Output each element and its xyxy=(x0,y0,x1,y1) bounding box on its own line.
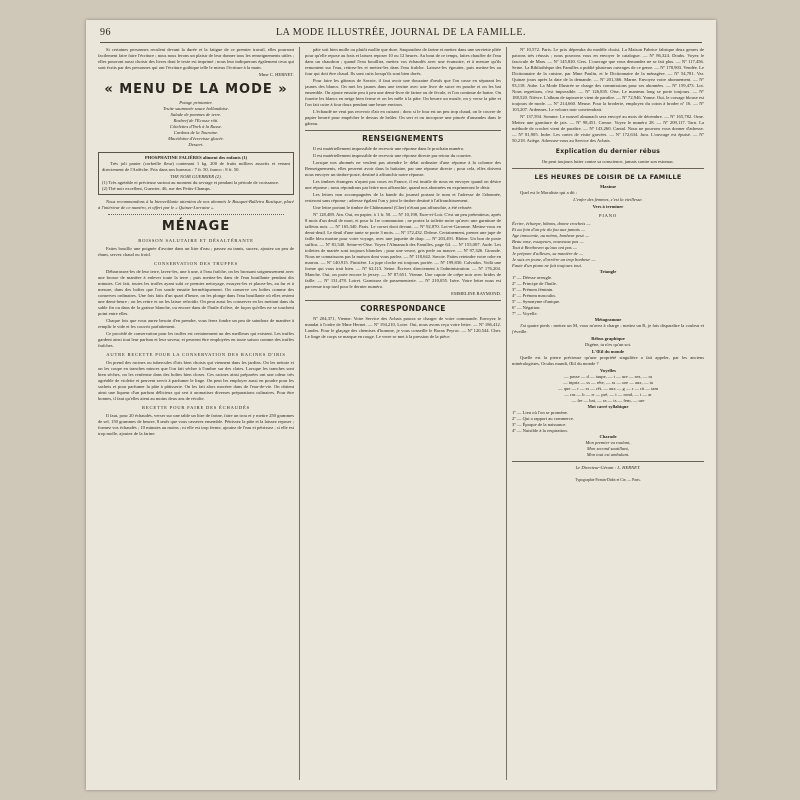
menu-item: Salade de pommes de terre. xyxy=(170,112,222,117)
mot-carre-item: 2º — Qui a rapport au commerce. xyxy=(512,416,575,421)
typography-credit: Typographie Firmin-Didot et Cie, — Paris. xyxy=(575,478,641,482)
correspondance-title: CORRESPONDANCE xyxy=(360,304,446,313)
menu-item: Rosbeef de l'Ecosse rôti. xyxy=(173,118,219,123)
page-number: 96 xyxy=(100,27,111,38)
renseignements-p5: Les lettres non accompagnées de la bande du journal portant le nom et l'adresse de l'abonnée, resteront sans réponse ; adresse égalant l'un y joint le timbre destiné à l'affranchissement. xyxy=(305,192,501,203)
renseignements-p4: Les timbres étrangers n'ayant pas cours en France, il est inutile de nous en envoyer quand on désire une réponse ; nous répondrons par lettre non affranchie, quand nos abonnées en exprimeront le désir. xyxy=(305,179,501,190)
mot-carre-list xyxy=(512,410,704,434)
vers-line: Je prépare d'ailleurs, sa manière de — xyxy=(512,251,584,256)
triangle-item: 3º — Prénom féminin. xyxy=(512,287,554,292)
col2-text-2: Pour faire les gâteaux de Savoie, il faut avoir une douzaine d'œufs que l'on casse en séparant les jaunes des blancs. On met les jaunes dans une terrine avec une livre de sucre en poudre et on les bat ensemble. On ajoute ensuite peu à peu une demi-livre de farine ou de fécule, et l'on continue de battre. On fouette les blancs en neige bien ferme et on les mêle à la pâte. On beurre un moule, on y verse la pâte et l'on fait cuire à four doux pendant une heure environ. xyxy=(305,78,501,107)
column-1 xyxy=(98,47,294,784)
separator xyxy=(305,130,501,131)
vers-heading: Vers à terminer xyxy=(592,204,624,209)
triangle-list xyxy=(512,275,704,317)
triangle-item: 2º — Principe de l'huile. xyxy=(512,281,557,286)
menu-item: Cardons de la Touraine. xyxy=(173,130,219,135)
voyelles-line: — passe — d — taupe, — t — ure — sez, — ra xyxy=(563,374,653,379)
menu-item: Potage printanier. xyxy=(179,100,213,105)
column-rule xyxy=(506,47,507,780)
truffes-heading: CONSERVATION DES TRUFFES xyxy=(153,261,238,266)
mot-carre-item: 1º — Lieu où l'on se promène. xyxy=(512,410,568,415)
col2-text-1: pâte soit bien molle ou plutôt mollie que dure. Saupoudrez de farine et mettez dans une serviette pliée pour qu'elle repose au frais et laissez reposer 10 ou 12 heures. Au bout de ce temps, faites chauffer de l'eau dans un chaudron ; quand l'eau bouillira, mettez vos échaudés avec une écumoire, et à mesure qu'ils remontent sur l'eau, retirez-les et mettez-les dans l'eau fraîche. Laissez-les égoutter, puis mettez-les au four qui doit être chaud. Ils sont cuits lorsqu'ils sont bien dorés. xyxy=(305,47,501,76)
separator xyxy=(512,461,704,462)
oeil-heading: L'Œil du monde xyxy=(591,349,625,354)
correspondance-text: Nº 204,371, Vienne. Votre Service des Achats pourra se charger de votre commande. Envoyez le mandat à l'ordre de Mme Hernet. — Nº 194,210, Loire. Oui, nous avons reçu votre lettre. — Nº 186,412. Landes. Pour le glaçage des chemises d'homme, je vous conseille le Borax Peyrac. — Nº 120,544. Cher. Le linge de corps se marque en rouge. Le verre se met à la pression de la pièce. xyxy=(305,316,501,339)
page-header xyxy=(100,27,702,43)
mot-carre-heading: Mot carré syllabique xyxy=(587,404,629,409)
voyelles-line: — ras — b — rr — pré, — t — rond, — t — ar xyxy=(564,392,652,397)
phosphatine-box xyxy=(98,152,294,195)
separator xyxy=(305,300,501,301)
triangle-item: 5º — Synonyme d'unique. xyxy=(512,299,561,304)
menu-item: Dessert. xyxy=(188,142,204,147)
renseignements-p6: Une lettre portant le timbre de Châteauneuf (Cher) n'étant pas affranchie, a été refusée. xyxy=(313,205,473,210)
renseignements-p2: Il est matériellement impossible de recevoir une réponse directe par retour du courrier. xyxy=(313,153,472,158)
renseignements-signature: EMMELINE RAYMOND. xyxy=(451,291,501,296)
voyelles-line: — inpriz — ss — rête, — ss — ure — aux, — ta xyxy=(563,380,653,385)
menu-item: Côtelettes d'York à la Russe. xyxy=(169,124,223,129)
col2-text-3: L'échaudé ne veut pas recevoir d'air en cuisant ; donc si le four est un peu trop chaud, on le couvre de papier beurré pour empêcher le dessus de brûler. On sert et on incorpore une pincée d'amandes dans le gâteau. xyxy=(305,109,501,126)
maxime-heading: Maxime xyxy=(599,184,617,189)
column-3 xyxy=(512,47,704,784)
phosphatine-title: PHOSPHATINE FALIÈRES aliment des enfants (1) xyxy=(144,155,248,160)
loisir-title: LES HEURES DE LOISIR DE LA FAMILLE xyxy=(534,173,682,181)
charade-list xyxy=(512,440,704,458)
vers-line: Beau vase, essayeurs, nouveaux pas — xyxy=(512,239,584,244)
voyelles-list xyxy=(512,374,704,404)
vers-line: Je suis en jeune, d'arrière un trop bonheur — xyxy=(512,257,596,262)
menage-text: Faites bouillir une poignée d'avoine dans un litre d'eau ; passez au tamis, sucrez, ajoutez un peu de rhum, servez chaud ou froid. xyxy=(98,246,294,257)
charade-line: Mon tout est ambulant. xyxy=(586,452,630,457)
triangle-item: 7º — Voyelle. xyxy=(512,311,538,316)
mot-carre-item: 4º — Nuisible à la respiration. xyxy=(512,428,568,433)
column-rule xyxy=(299,47,300,780)
vers-list xyxy=(512,221,704,269)
maxime-intro: Quel est le Moraliste qui a dit : xyxy=(520,190,578,195)
column-2 xyxy=(305,47,501,784)
rebus-explanation-text: On peut toujours lutter contre sa conscience, jamais contre son estomac. xyxy=(541,159,675,164)
recommendation-text: Nous recommandons à la bienveillante attention de nos abonnés le Bouquet-Bulleira Rustique, placé à l'intérieur de ce numéro, et offert par le « Quinze-Lorraine ». xyxy=(98,199,294,210)
voyelles-line: — que — r — ss — rêt, — aux — g — r — rit — tam xyxy=(557,386,659,391)
iris-text: On prend des racines ou tubercules d'iris bien choisis qui viennent dans les jardins. On les nettoie et on les coupe en tranches minces que l'on fait sécher à l'ombre sur des claies. Lorsque les tranches sont bien sèches, on les renferme dans des boîtes bien closes. Ces racines ainsi préparées ont une odeur très agréable de violette et peuvent servir à parfumer le linge. On peut les employer aussi en poudre pour les sachets et pour parfumer la pâte à pâtisserie. On les fait alors macérer dans de l'eau-de-vie. On obtient ainsi une liqueur d'un parfum délicieux qui sert à aromatiser diverses préparations culinaires. Pour être bonnes, il faut qu'elles aient au moins deux ans de récolte. xyxy=(98,360,294,401)
phosphatine-footnote-2: (2) Thé noir excellent, Guerrier, 46, rue des Petits-Champs. xyxy=(102,186,211,191)
vers-line: Age innocente, au mémo, bonheur peut — xyxy=(512,233,590,238)
oeil-text: Quelle est la pierre précieuse qu'une propriété singulière a fait appeler, par les anciens minéralogistes, Oculus mundi, Œil du monde ? xyxy=(512,355,704,366)
menu-item: Truite saumonée sauce hollandaise. xyxy=(163,106,229,111)
echaudes-heading: RECETTE POUR FAIRE DES ÉCHAUDÉS xyxy=(142,405,250,410)
col3-text-1: Nº 10,572. Paris. Le prix dépendra du modèle choisi. La Maison Fabrice fabrique deux genres de patrons très réussis ; nous pouvons vous en envoyer le catalogue. — Nº 86,324. Doubs. Voyez le fascicule de Mars. — Nº 145,820. Gers. L'ouvrage que vous demandez ne se fait plus. — Nº 117,456. Seine. La Bibliothèque des Familles a publié plusieurs ouvrages de ce genre. — Nº 178,903. Vendée. Le Dictionnaire de la cuisine, par Mme Paulin, et le Dictionnaire de la ménagère. — Nº 54,781. Var. Quinze jours après la date de la demande. — Nº 201,366. Marne. Envoyez votre abonnement. — Nº 93,118. Aube. La Mode Illustrée se charge des commissions pour ses abonnées. — Nº 159,473. Lot. Nous regrettons, c'est impossible. — Nº 126,835. Oise. Le manteau long se porte toujours. — Nº 188,520. Nièvre. L'album de tapisserie vient de paraître. — Nº 72,946. Yonne. Oui, le corsage blouse est toujours de mode. — Nº 214,660. Meuse. Pour la broderie, employez du coton à broder nº 16. — Nº 103,207. Ardennes. Le velours noir conviendrait. xyxy=(512,47,704,112)
triangle-item: 1º — Déesse aveugle. xyxy=(512,275,553,280)
truffes-text-2: Chaque fois que vous aurez besoin d'en prendre, vous ferez fondre un peu de saindoux de manière à remplir le vide et les couvrir parfaitement. xyxy=(98,318,294,329)
metagramme-heading: Métagramme xyxy=(594,317,622,322)
phosphatine-footnote-1: (1) Très agréable et précieuse surtout au moment du sevrage et pendant la période de croissance. xyxy=(102,180,280,185)
separator xyxy=(512,168,704,169)
triangle-item: 4º — Prénom masculin. xyxy=(512,293,556,298)
triangle-item: 6º — Négation. xyxy=(512,305,541,310)
renseignements-title: RENSEIGNEMENTS xyxy=(362,134,444,143)
renseignements-p1: Il est matériellement impossible de recevoir une réponse dans le prochain numéro. xyxy=(313,146,465,151)
menu-list xyxy=(98,100,294,148)
separator xyxy=(108,214,284,215)
mot-carre-item: 3º — Époque de la naissance. xyxy=(512,422,567,427)
vers-line: Écrire, écharpe, bâtons, donne crochets — xyxy=(512,221,591,226)
rebus-graphique-text: Digéne, tu n'es qu'un sot. xyxy=(584,342,632,347)
charade-line: Mon premier va roulant, xyxy=(585,440,631,445)
renseignements-p3: Lorsque nos abonnés ne veulent pas attendre le délai ordinaire d'une réponse à la colonne des Renseignements, elles peuvent avoir dans la huitaine, par une réponse directe ; pour cela, elles doivent nous envoyer un timbre-poste, destiné à affranchir notre réponse. xyxy=(305,160,501,177)
vers-line: Et au foin d'un pic du fou aux jamais — xyxy=(512,227,586,232)
menage-title: MÉNAGE xyxy=(161,219,231,234)
phosphatine-note: THE NOIR GUERRIER (2). xyxy=(170,174,222,179)
menu-item: Macédoine d'écrevisse glacée. xyxy=(168,136,224,141)
vers-line: Tout à Beethoven qu'aux ont pas — xyxy=(512,245,577,250)
triangle-heading: Triangle xyxy=(599,269,617,274)
metagramme-text: J'ai quatre pieds : mettez un M, vous m'avez à charge ; mettez un R, je fais disparaître la couleur et j'éveille. xyxy=(512,323,704,334)
magazine-page xyxy=(86,20,716,790)
intro-text: Si certaines personnes reculent devant la durée et la fatigue de ce premier travail, elles pourront facilement faire faire l'écriture ; nous nous ferons un plaisir de leur donner tous les renseignements utiles ; elles pourront aussi choisir des livres dont le texte est imprimé ; nous leur indiquerons également ceux qui sont écrits par des personnes qui ont l'écriture gothique telle le mieux l'écriture à la main. xyxy=(98,47,294,70)
phosphatine-text: Très joli panier (corbeille fleur) contenant 1 kg. 200 de fruits milliers assortis et venant directement de l'Ardèche. Prix dans nos bureaux : 7 fr. 50, franco : 8 fr. 50. xyxy=(102,161,290,172)
rebus-graphique-heading: Rébus graphique xyxy=(591,336,625,341)
menage-subtitle: BOISSON SALUTAIRE ET DÉSALTÉRANTE xyxy=(138,238,254,243)
vers-subtitle: PIANO xyxy=(598,213,618,218)
truffes-text-3: Ce procédé de conservation pour les truffes est certainement un des meilleurs qui existent. Les truffes gardent ainsi tout leur parfum et leur saveur, et peuvent être employées en toute saison comme des truffes fraîches. xyxy=(98,331,294,348)
voyelles-heading: Voyelles xyxy=(600,368,616,373)
col3-text-2: Nº 137,594. Somme. Le nouvel almanach sera envoyé au mois de décembre. — Nº 165,782. Orne. Mettez une garniture de jais. — Nº 98,451. Creuse. Voyez le numéro 28. — Nº 209,117. Tarn. La méthode de crochet vient de paraître. — Nº 143,260. Cantal. Nous ne pouvons vous donner d'adresse. — Nº 81,905. Indre. Les cartes de visite gravées. — Nº 172,634. Jura. L'ouvrage est épuisé. — Nº 50,218. Ariège. Adressez-vous au Service des Achats. xyxy=(512,114,704,143)
vers-line: Faute d'un piano ne fait toujours tout. xyxy=(512,263,583,268)
director-signature: Le Directeur-Gérant : L. HERNET. xyxy=(575,465,641,470)
voyelles-line: — fre — bat, — ra — ts — fem, — ure xyxy=(571,398,645,403)
intro-signature: Mme C. HERNET. xyxy=(258,72,294,77)
truffes-text: Débarrassez-les de leur terre, lavez-les, une à une, à l'eau fraîche, on les brossant soigneusement avec une brosse de manière à enlever toute la terre ; puis mettez-les dans de l'eau bouillante pendant dix minutes. Cet fait, toutes les truffes ayant subi ce premier nettoyage, essuyez-les et placez-les, au fur et à mesure, dans des boîtes que l'on soude ensuite hermétiquement. On conserve ces boîtes comme des conserves ordinaires. Une fois faits d'un quart d'heure, on les plonge dans l'eau bouillante où elles restent une demi-heure ; on les retire et on les laisse refroidir. On peut aussi les conserver en les mettant dans du sable fin ou dans de la graisse blanche, ou encore dans de l'huile d'olive, de façon qu'elles ne se touchent point entre elles. xyxy=(98,269,294,316)
iris-heading: AUTRE RECETTE POUR LA CONSERVATION DES RACINES D'IRIS xyxy=(106,352,286,357)
echaudes-text: Il faut, pour 20 échaudés, verser sur une table un litre de farine, faire un trou et y mettre 250 grammes de sel, 150 grammes de beurre, 8 œufs que vous casserez ensemble. Pétrissez la pâte et la laissez reposer ; formez vos échaudés ; 10 minutes au moins ; ni elle est trop ferme, ajoutez de l'eau et pétrissez ; si elle est trop molle, ajoutez de la farine. xyxy=(98,413,294,436)
charade-heading: Charade xyxy=(599,434,617,439)
rebus-explanation-title: Explication du dernier rébus xyxy=(555,148,661,155)
maxime-quote: L'enfer des femmes, c'est la vieillesse. xyxy=(573,197,643,202)
renseignements-body: Nº 128,489. Ain. Oui, en papier, à 1 fr. 50. — Nº 10,198, Eure-et-Loir. C'est un peu prétentieux, après 8 mois d'un deuil de mari, et pour la 1re communion ; ne portez la toilette noire qu'avec une garniture de taffetas noir. — Nº 165,340. Paris. Le corset droit devant. — Nº 92,870. Lot-et-Garonne. Mettez-vous en demi-deuil. Le deuil d'une tante se porte 3 mois. — Nº 172,432. Drôme. Certainement, prenez une jupe de faille bleu marine pour votre voyage, avec une jaquette de drap. — Nº 203,491. Rhône. Un bon de poste suffira. — Nº 81,540. Seine-et-Oise. Voyez l'Almanach des Familles, page 64. — Nº 155,007. Aude. Les toilettes de mariée sont toujours blanches ; pour une veuve, gris perle ou mauve. — Nº 97,326. Gironde. Nous ne connaissons pas la maison dont vous parlez. — Nº 118,642. Savoie. Faites reteindre votre robe en marron. — Nº 140,915. Finistère. La jupe cloche est toujours portée. — Nº 199,830. Calvados. Voilà une forme qui vous irait bien. — Nº 62,113. Seine. Écrivez directement à l'administration. — Nº 176,204. Manche. Oui, on porte encore le jersey. — Nº 87,651. Vienne. Une capote de crêpe noir avec brides de faille. — Nº 131,478. Loiret. Garnissez de passementerie. — Nº 210,055. Isère. Votre lettre nous est parvenue trop tard pour le dernier numéro. xyxy=(305,212,501,289)
menu-title: « MENU DE LA MODE » xyxy=(104,82,288,97)
charade-line: Mon second sautillant, xyxy=(587,446,629,451)
journal-title: LA MODE ILLUSTRÉE, JOURNAL DE LA FAMILLE. xyxy=(276,27,526,38)
